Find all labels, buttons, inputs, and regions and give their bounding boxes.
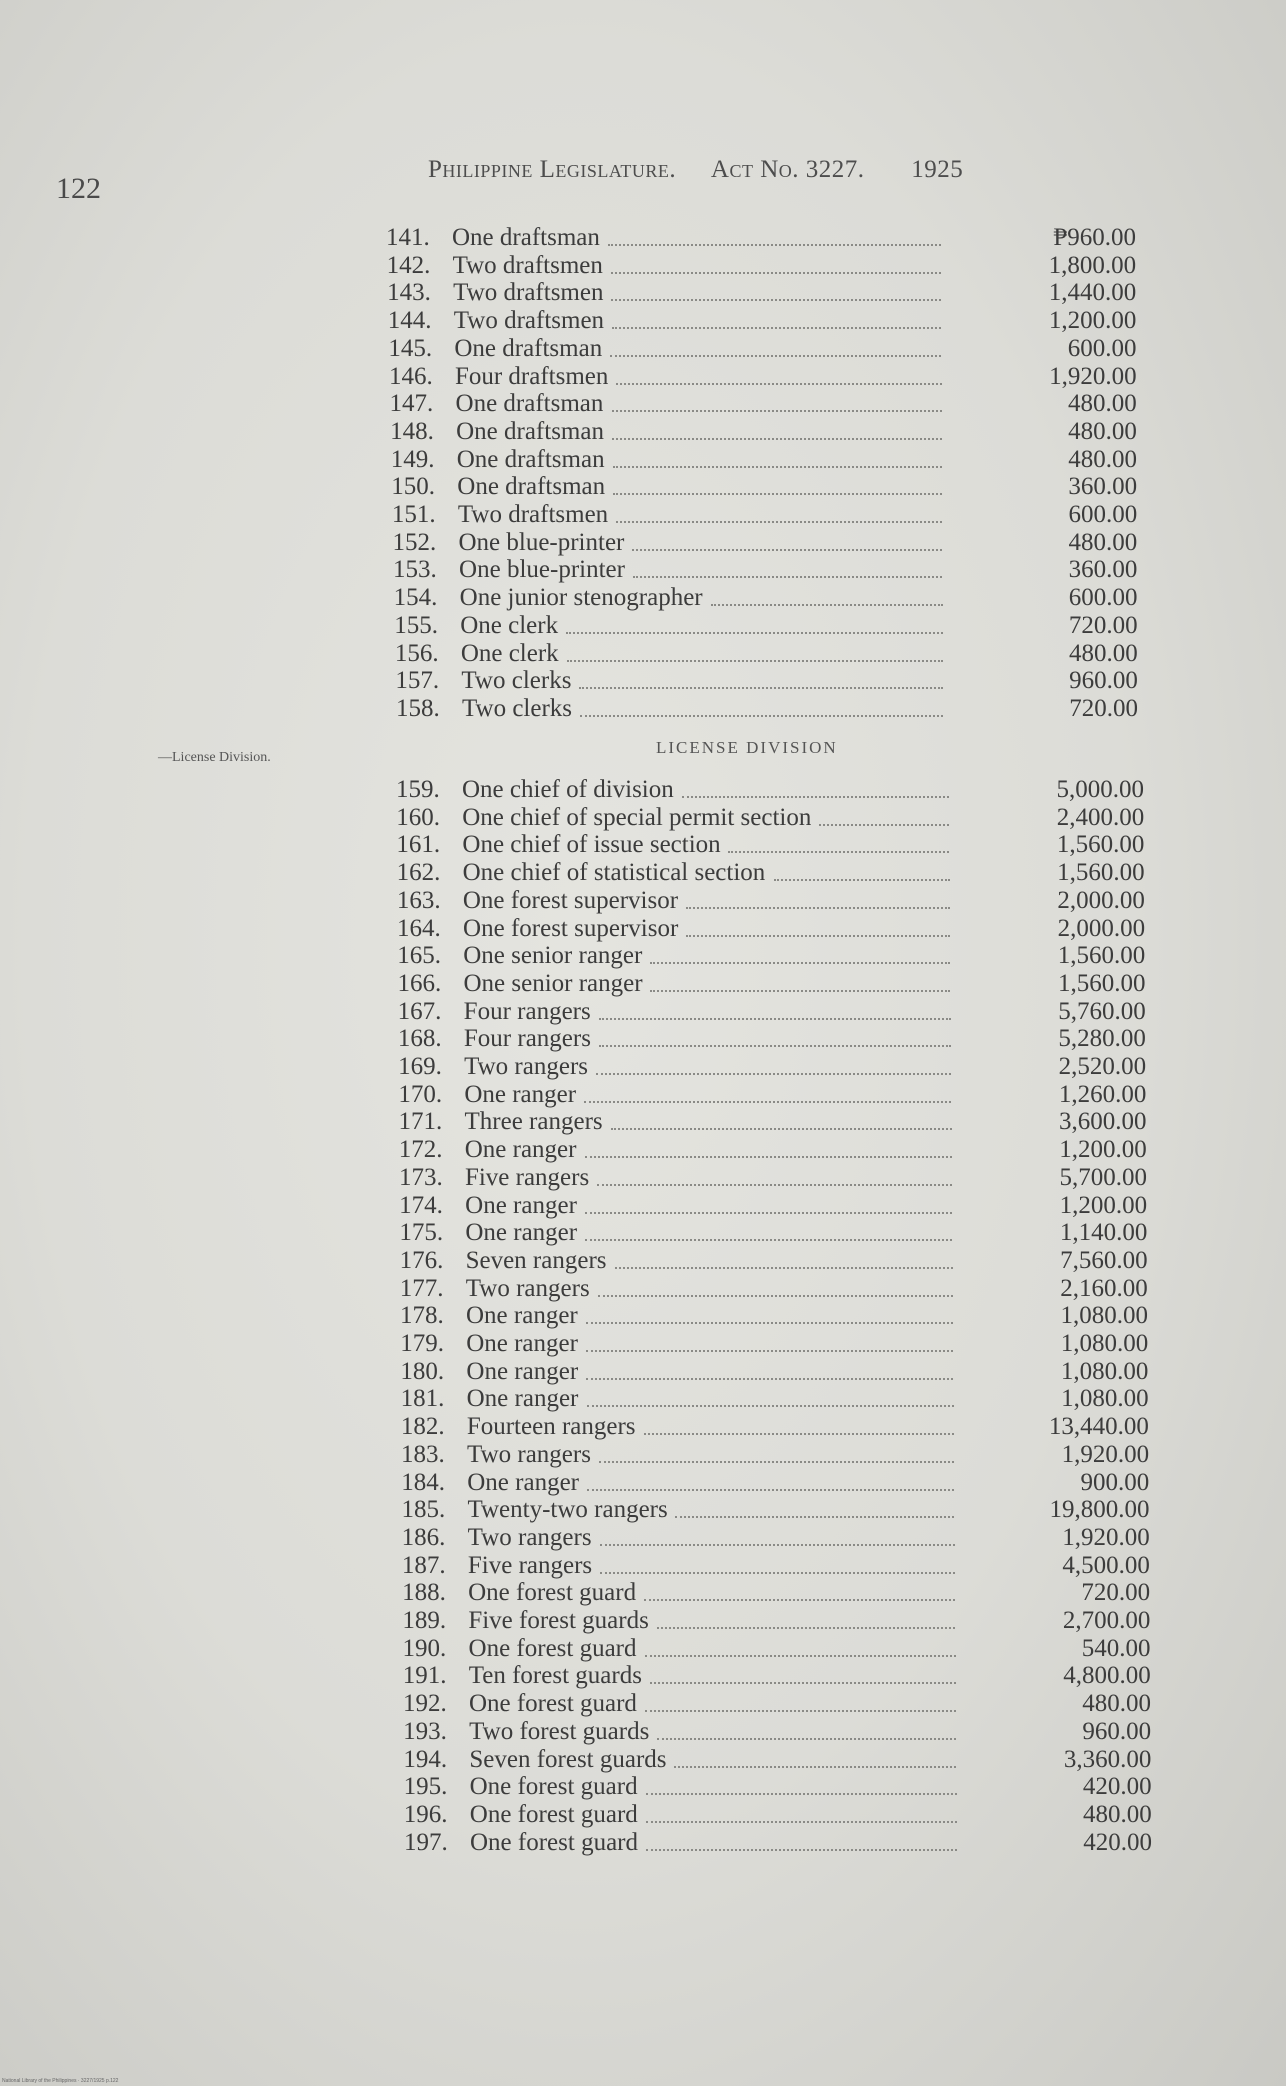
- line-item: [397, 970, 642, 998]
- section-heading: LICENSE DIVISION: [656, 738, 838, 757]
- item-number: 174.: [399, 1191, 443, 1219]
- item-amount: 2,400.00: [1056, 803, 1145, 831]
- item-amount: 1,140.00: [1059, 1219, 1148, 1247]
- item-number: 187.: [401, 1551, 446, 1579]
- dot-leader: [587, 1403, 954, 1407]
- line-item: [399, 1192, 577, 1220]
- item-number: 159.: [396, 776, 440, 803]
- item-number: 176.: [399, 1246, 444, 1274]
- line-item: [403, 1718, 649, 1746]
- line-item: [402, 1552, 592, 1580]
- item-number: 154.: [393, 584, 438, 612]
- item-amount: 4,500.00: [1062, 1551, 1150, 1579]
- item-number: 163.: [396, 886, 441, 914]
- running-head-year: 1925: [911, 156, 964, 183]
- item-amount: 1,920.00: [1061, 1440, 1150, 1468]
- item-amount: 720.00: [1068, 611, 1138, 639]
- item-description: One blue-printer: [459, 556, 625, 584]
- item-number: 142.: [386, 251, 431, 279]
- item-number: 166.: [397, 969, 442, 997]
- running-head-act: Act No. 3227.: [710, 156, 865, 183]
- item-description: One ranger: [466, 1357, 579, 1385]
- line-item: [401, 1496, 667, 1524]
- item-amount: 1,560.00: [1057, 969, 1146, 997]
- item-number: 196.: [403, 1800, 448, 1828]
- item-number: 186.: [401, 1523, 446, 1551]
- item-number: 179.: [400, 1330, 444, 1357]
- line-item: [398, 1053, 588, 1081]
- item-number: 146.: [388, 362, 433, 390]
- line-item: [400, 1302, 578, 1330]
- footer-credit: National Library of the Philippines · 3227/1925 p.122: [2, 2078, 119, 2084]
- dot-leader: [616, 381, 942, 385]
- item-amount: 1,080.00: [1060, 1357, 1149, 1385]
- item-number: 169.: [398, 1053, 442, 1080]
- dot-leader: [612, 325, 941, 329]
- item-description: One chief of issue section: [462, 831, 721, 859]
- item-description: One senior ranger: [463, 969, 643, 997]
- item-number: 162.: [396, 859, 441, 887]
- dot-leader: [613, 491, 942, 495]
- item-amount: 2,160.00: [1060, 1274, 1148, 1302]
- dot-leader: [579, 685, 943, 689]
- item-number: 148.: [390, 417, 434, 445]
- item-number: 185.: [401, 1496, 446, 1524]
- item-description: One forest guard: [468, 1579, 637, 1607]
- item-amount: 5,280.00: [1058, 1025, 1146, 1053]
- line-item: [386, 224, 600, 252]
- item-description: Two rangers: [467, 1440, 591, 1468]
- item-amount: 1,200.00: [1059, 1191, 1148, 1219]
- dot-leader: [728, 849, 949, 853]
- item-amount: 7,560.00: [1060, 1246, 1148, 1274]
- line-item: [397, 915, 678, 943]
- item-amount: 420.00: [1083, 1828, 1152, 1856]
- item-number: 171.: [398, 1108, 443, 1136]
- item-description: Five rangers: [467, 1551, 593, 1579]
- item-description: Two draftsmen: [453, 279, 604, 307]
- line-item: [394, 584, 703, 612]
- line-item: [392, 529, 624, 557]
- item-description: One clerk: [460, 639, 559, 667]
- item-amount: 600.00: [1067, 334, 1137, 362]
- item-description: Fourteen rangers: [466, 1413, 636, 1441]
- item-amount: 5,700.00: [1059, 1163, 1147, 1191]
- line-item: [399, 1108, 603, 1136]
- line-item: [404, 1801, 638, 1829]
- dot-leader: [819, 822, 949, 826]
- item-number: 181.: [400, 1385, 445, 1413]
- item-description: Twenty-two rangers: [467, 1496, 668, 1524]
- dot-leader: [612, 436, 942, 440]
- item-amount: 1,560.00: [1056, 831, 1145, 859]
- line-item: [399, 1136, 577, 1164]
- item-description: Five rangers: [464, 1163, 590, 1191]
- item-description: One draftsman: [456, 417, 604, 445]
- item-description: Seven rangers: [465, 1246, 607, 1274]
- item-amount: 1,440.00: [1048, 279, 1137, 307]
- item-amount: 1,560.00: [1057, 942, 1146, 970]
- item-description: One draftsman: [456, 445, 605, 473]
- line-item: [390, 390, 604, 418]
- line-item: [398, 998, 591, 1026]
- item-description: One chief of statistical section: [462, 859, 766, 887]
- item-description: One chief of special permit section: [462, 803, 812, 831]
- item-number: 141.: [386, 224, 430, 251]
- item-number: 188.: [402, 1579, 446, 1607]
- item-description: Two draftsmen: [457, 501, 609, 528]
- dot-leader: [646, 1847, 957, 1851]
- item-description: One ranger: [464, 1136, 577, 1164]
- item-number: 177.: [399, 1274, 444, 1302]
- line-item: [401, 1385, 579, 1413]
- item-description: One clerk: [460, 611, 559, 639]
- dot-leader: [645, 1708, 956, 1712]
- item-description: Four rangers: [463, 997, 591, 1025]
- item-amount: 1,080.00: [1061, 1385, 1149, 1413]
- item-description: One ranger: [466, 1385, 579, 1413]
- item-number: 155.: [394, 611, 438, 639]
- dot-leader: [587, 1487, 954, 1491]
- item-amount: 480.00: [1068, 417, 1137, 445]
- line-item: [398, 1025, 591, 1053]
- dot-leader: [585, 1237, 952, 1241]
- dot-leader: [645, 1653, 956, 1657]
- dot-leader: [616, 519, 942, 523]
- item-amount: 3,360.00: [1063, 1745, 1152, 1773]
- line-item: [399, 1219, 577, 1247]
- item-description: One draftsman: [454, 334, 603, 362]
- dot-leader: [586, 1376, 953, 1380]
- item-amount: 480.00: [1083, 1800, 1152, 1828]
- line-item: [402, 1579, 636, 1607]
- item-number: 182.: [400, 1413, 445, 1441]
- item-number: 167.: [397, 997, 442, 1025]
- line-item: [391, 446, 605, 474]
- line-item: [399, 1164, 589, 1192]
- dot-leader: [599, 1459, 954, 1463]
- item-number: 144.: [387, 307, 432, 335]
- item-amount: 600.00: [1068, 501, 1138, 528]
- item-number: 197.: [404, 1828, 448, 1856]
- item-number: 178.: [400, 1302, 444, 1330]
- running-head: [428, 156, 963, 184]
- item-description: Two draftsmen: [452, 251, 603, 279]
- item-description: One forest guard: [470, 1828, 638, 1856]
- item-description: Two draftsmen: [453, 307, 605, 335]
- line-item: [387, 279, 603, 307]
- item-amount: 2,000.00: [1057, 886, 1145, 914]
- dot-leader: [633, 574, 942, 578]
- dot-leader: [611, 1126, 952, 1130]
- item-description: One draftsman: [457, 473, 606, 501]
- dot-leader: [567, 658, 943, 662]
- dot-leader: [611, 270, 941, 274]
- item-description: Two rangers: [467, 1523, 592, 1551]
- line-item: [389, 363, 608, 391]
- item-amount: 360.00: [1068, 473, 1138, 501]
- line-item: [394, 612, 558, 640]
- item-amount: 1,800.00: [1048, 251, 1137, 279]
- line-item: [400, 1330, 578, 1358]
- line-item: [388, 335, 602, 363]
- dot-leader: [657, 1736, 956, 1740]
- dot-leader: [774, 877, 950, 881]
- item-amount: 960.00: [1082, 1717, 1152, 1745]
- item-description: Seven forest guards: [469, 1745, 667, 1773]
- item-number: 184.: [401, 1468, 445, 1496]
- item-amount: 2,700.00: [1062, 1607, 1151, 1634]
- dot-leader: [682, 794, 949, 798]
- item-amount: 480.00: [1082, 1690, 1151, 1718]
- line-item: [401, 1469, 579, 1497]
- item-description: One ranger: [465, 1219, 578, 1247]
- item-number: 143.: [387, 279, 431, 307]
- line-item: [404, 1773, 638, 1801]
- line-item: [397, 942, 642, 970]
- item-amount: 2,520.00: [1058, 1053, 1147, 1080]
- item-amount: 1,560.00: [1057, 859, 1145, 887]
- item-number: 172.: [398, 1136, 443, 1164]
- dot-leader: [584, 1099, 951, 1103]
- item-description: One forest guard: [469, 1800, 638, 1828]
- line-item: [397, 887, 678, 915]
- line-item: [396, 831, 720, 859]
- item-amount: 1,200.00: [1048, 307, 1137, 335]
- dot-leader: [615, 1265, 953, 1269]
- dot-leader: [613, 464, 942, 468]
- line-item: [401, 1441, 591, 1469]
- item-description: Two rangers: [464, 1053, 588, 1080]
- item-description: Two clerks: [461, 667, 572, 695]
- dot-leader: [650, 960, 950, 964]
- line-item: [396, 804, 811, 832]
- item-amount: 720.00: [1069, 694, 1138, 722]
- dot-leader: [599, 1016, 951, 1020]
- dot-leader: [598, 1293, 953, 1297]
- item-number: 150.: [391, 473, 436, 501]
- line-item: [395, 667, 571, 695]
- line-item: [388, 307, 604, 335]
- item-number: 173.: [398, 1163, 443, 1191]
- item-number: 164.: [397, 914, 441, 942]
- line-item: [398, 1081, 576, 1109]
- dot-leader: [612, 408, 942, 412]
- item-number: 145.: [388, 334, 433, 362]
- item-number: 195.: [403, 1773, 448, 1801]
- dot-leader: [686, 905, 950, 909]
- dot-leader: [608, 242, 941, 246]
- dot-leader: [580, 713, 943, 717]
- line-item: [400, 1247, 607, 1275]
- item-amount: 1,920.00: [1049, 362, 1137, 390]
- item-description: Ten forest guards: [468, 1662, 642, 1690]
- item-amount: 900.00: [1080, 1468, 1150, 1496]
- item-number: 156.: [394, 639, 439, 667]
- item-number: 170.: [398, 1080, 443, 1108]
- item-amount: 480.00: [1067, 390, 1137, 418]
- item-amount: 600.00: [1068, 584, 1138, 612]
- item-amount: 19,800.00: [1049, 1496, 1150, 1524]
- item-amount: 360.00: [1068, 556, 1138, 584]
- item-amount: 2,000.00: [1057, 914, 1146, 942]
- item-description: One forest guard: [469, 1773, 638, 1801]
- item-amount: 1,920.00: [1062, 1523, 1150, 1551]
- dot-leader: [599, 1043, 951, 1047]
- dot-leader: [596, 1071, 951, 1075]
- item-amount: 1,080.00: [1060, 1330, 1149, 1357]
- item-number: 180.: [400, 1357, 445, 1385]
- item-number: 153.: [393, 556, 437, 584]
- item-amount: 4,800.00: [1063, 1662, 1151, 1690]
- dot-leader: [686, 933, 950, 937]
- dot-leader: [585, 1154, 952, 1158]
- item-amount: 3,600.00: [1059, 1108, 1147, 1136]
- dot-leader: [674, 1764, 956, 1768]
- item-number: 194.: [403, 1745, 448, 1773]
- line-item: [403, 1746, 666, 1774]
- dot-leader: [650, 988, 950, 992]
- item-description: Three rangers: [464, 1108, 603, 1136]
- dot-leader: [646, 1791, 957, 1795]
- item-description: One chief of division: [462, 776, 674, 803]
- margin-note: —License Division.: [158, 750, 271, 765]
- line-item: [395, 640, 559, 668]
- item-description: Five forest guards: [468, 1607, 649, 1634]
- item-amount: 13,440.00: [1048, 1413, 1149, 1441]
- line-item: [396, 695, 572, 723]
- dot-leader: [586, 1348, 953, 1352]
- item-number: 168.: [397, 1025, 442, 1053]
- line-item: [387, 252, 603, 280]
- item-number: 175.: [399, 1219, 444, 1247]
- item-number: 152.: [392, 528, 437, 556]
- item-amount: ₱960.00: [1053, 224, 1136, 251]
- item-number: 190.: [402, 1634, 447, 1662]
- dot-leader: [597, 1182, 952, 1186]
- item-description: One senior ranger: [463, 942, 643, 970]
- item-description: One forest guard: [468, 1690, 637, 1718]
- dot-leader: [600, 1542, 955, 1546]
- dot-leader: [611, 297, 941, 301]
- line-item: [390, 418, 604, 446]
- dot-leader: [650, 1680, 956, 1684]
- line-item: [403, 1662, 642, 1690]
- item-description: One ranger: [464, 1080, 577, 1108]
- dot-leader: [657, 1625, 955, 1629]
- item-description: Two clerks: [462, 694, 573, 722]
- line-item: [396, 776, 674, 804]
- item-amount: 1,260.00: [1058, 1080, 1147, 1108]
- item-number: 161.: [396, 831, 441, 859]
- line-item: [403, 1635, 637, 1663]
- item-amount: 5,000.00: [1056, 776, 1144, 803]
- dot-leader: [586, 1320, 953, 1324]
- item-description: One ranger: [466, 1330, 578, 1357]
- line-item: [402, 1607, 649, 1635]
- line-item: [393, 556, 625, 584]
- item-description: One ranger: [465, 1191, 577, 1219]
- item-number: 165.: [397, 942, 441, 970]
- item-amount: 480.00: [1068, 528, 1138, 556]
- item-number: 151.: [391, 501, 436, 528]
- item-amount: 1,080.00: [1060, 1302, 1148, 1330]
- item-amount: 1,200.00: [1059, 1136, 1147, 1164]
- item-description: One blue-printer: [458, 528, 625, 556]
- dot-leader: [610, 353, 941, 357]
- dot-leader: [711, 602, 943, 606]
- item-description: One forest supervisor: [462, 886, 679, 914]
- item-number: 189.: [402, 1607, 447, 1634]
- item-number: 158.: [396, 694, 440, 722]
- item-description: One ranger: [466, 1302, 578, 1330]
- item-amount: 720.00: [1081, 1579, 1151, 1607]
- dot-leader: [600, 1570, 955, 1574]
- item-description: One forest guard: [468, 1634, 637, 1662]
- running-head-title: Philippine Legislature.: [428, 156, 677, 183]
- line-item: [400, 1275, 590, 1303]
- line-item: [397, 859, 766, 887]
- dot-leader: [632, 547, 942, 551]
- item-number: 192.: [402, 1690, 447, 1718]
- item-amount: 5,760.00: [1058, 997, 1146, 1025]
- item-description: One ranger: [467, 1468, 579, 1496]
- dot-leader: [585, 1210, 952, 1214]
- line-item: [392, 501, 608, 529]
- item-description: One forest supervisor: [463, 914, 679, 942]
- item-description: Two forest guards: [469, 1717, 650, 1745]
- line-item: [402, 1524, 592, 1552]
- item-description: One junior stenographer: [459, 584, 703, 612]
- dot-leader: [646, 1819, 957, 1823]
- item-number: 191.: [402, 1662, 447, 1690]
- line-item: [400, 1358, 578, 1386]
- item-number: 160.: [396, 803, 440, 831]
- line-item: [391, 473, 605, 501]
- line-item: [403, 1690, 637, 1718]
- item-description: Two rangers: [465, 1274, 590, 1302]
- item-amount: 480.00: [1068, 445, 1137, 473]
- dot-leader: [644, 1597, 955, 1601]
- page-number: 122: [56, 172, 101, 205]
- dot-leader: [566, 630, 943, 634]
- item-amount: 480.00: [1069, 639, 1138, 667]
- item-amount: 540.00: [1081, 1634, 1151, 1662]
- line-item: [401, 1413, 636, 1441]
- item-number: 157.: [395, 667, 440, 695]
- item-number: 193.: [403, 1717, 447, 1745]
- item-amount: 960.00: [1069, 667, 1138, 695]
- item-number: 183.: [401, 1440, 445, 1468]
- item-number: 147.: [389, 390, 434, 418]
- item-number: 149.: [390, 445, 435, 473]
- item-description: Four draftsmen: [454, 362, 609, 390]
- dot-leader: [644, 1431, 954, 1435]
- item-amount: 420.00: [1082, 1773, 1152, 1801]
- item-description: One draftsman: [455, 390, 604, 418]
- dot-leader: [675, 1514, 954, 1518]
- item-description: Four rangers: [463, 1025, 591, 1053]
- line-item: [404, 1829, 638, 1857]
- item-description: One draftsman: [452, 224, 600, 251]
